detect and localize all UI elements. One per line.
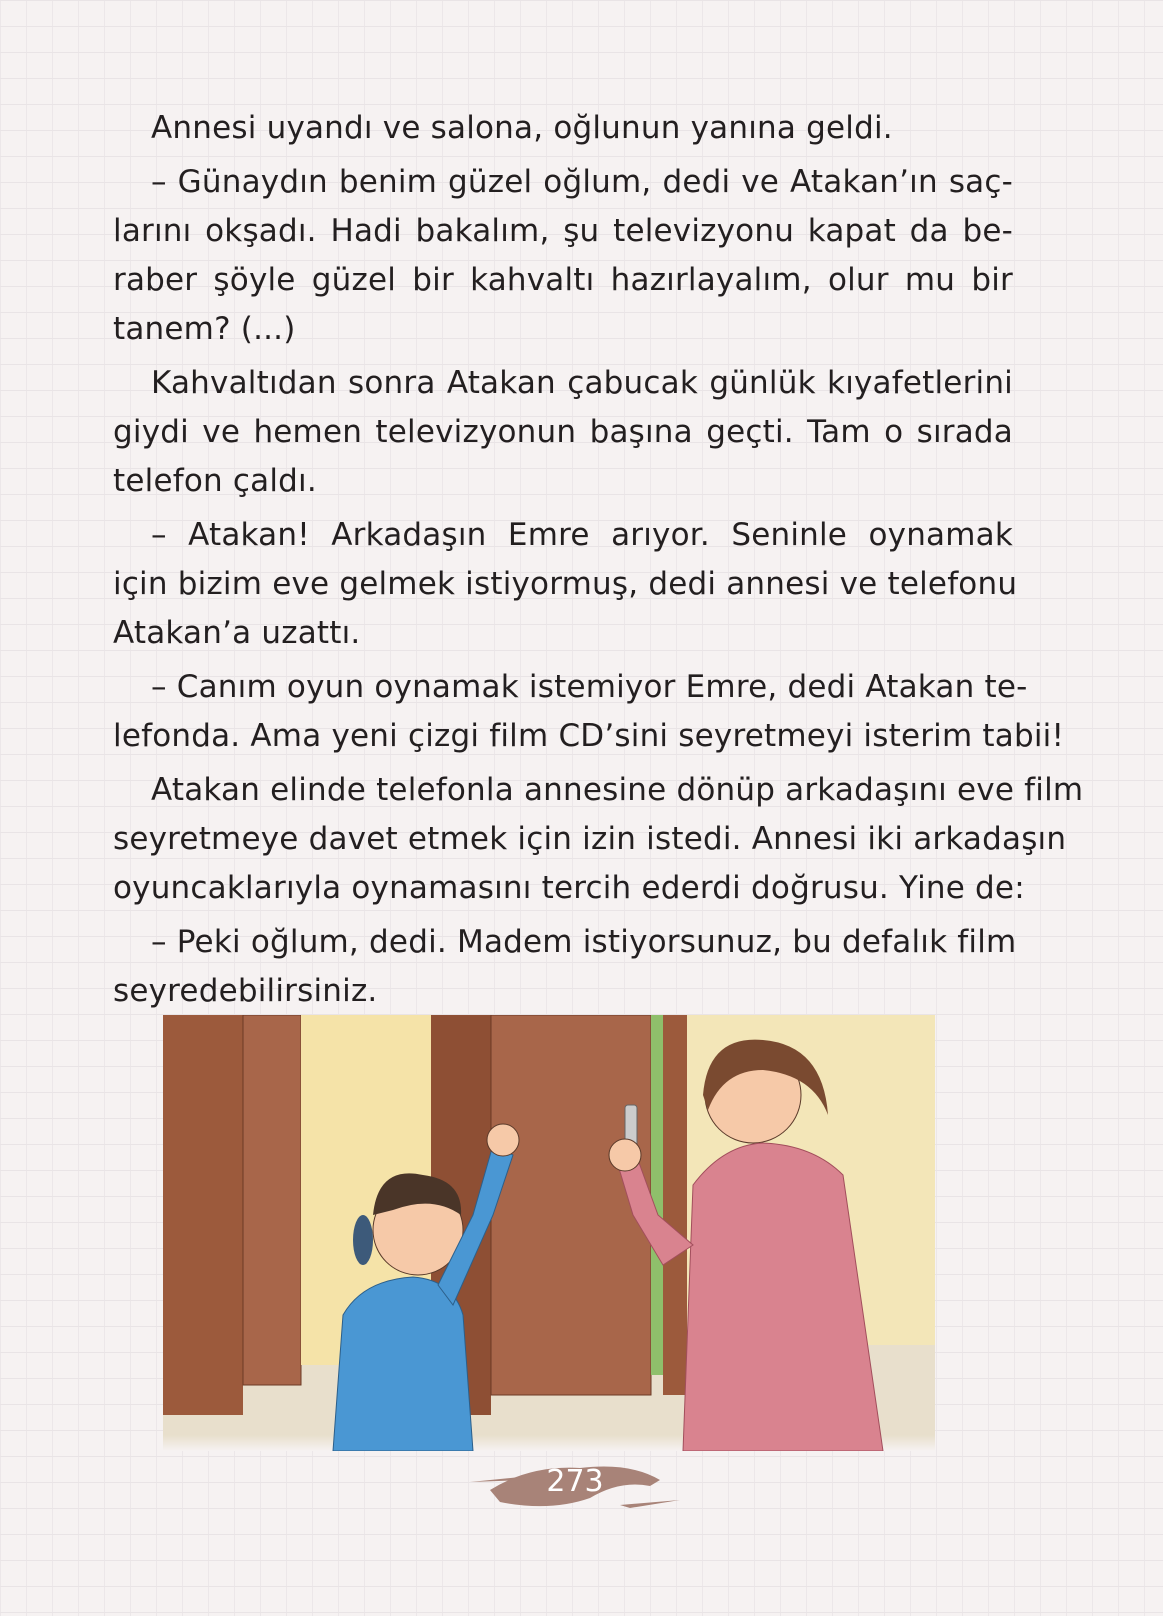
text-line: Annesi uyandı ve salona, oğlunun yanına geldi. xyxy=(151,110,893,146)
story-illustration xyxy=(163,1015,935,1451)
paragraph-7 xyxy=(113,918,1017,1016)
phone-icon xyxy=(353,1215,373,1265)
paragraph-4 xyxy=(113,511,1018,658)
paragraph-1 xyxy=(113,104,1013,153)
text-line: – Atakan! Arkadaşın Emre arıyor. Seninle oynamak xyxy=(151,517,1013,553)
text-line: Atakan’a uzattı. xyxy=(113,615,361,651)
text-line: – Canım oyun oynamak istemiyor Emre, dedi Atakan te- xyxy=(151,669,1028,705)
paragraph-3 xyxy=(113,359,1013,506)
text-line: telefon çaldı. xyxy=(113,463,317,499)
paragraph-2 xyxy=(113,158,1013,354)
text-line: tanem? (...) xyxy=(113,311,296,347)
page-number-badge xyxy=(470,1450,680,1520)
text-line: seyretmeye davet etmek için izin istedi. Annesi iki arkadaşın xyxy=(113,821,1067,857)
text-line: Kahvaltıdan sonra Atakan çabucak günlük kıyafetlerini xyxy=(151,365,1013,401)
text-line: giydi ve hemen televizyonun başına geçti. Tam o sırada xyxy=(113,414,1013,450)
page-number: 273 xyxy=(546,1464,604,1499)
text-line: – Peki oğlum, dedi. Madem istiyorsunuz, bu defalık film xyxy=(151,924,1017,960)
text-line: raber şöyle güzel bir kahvaltı hazırlayalım, olur mu bir xyxy=(113,262,1013,298)
text-line: larını okşadı. Hadi bakalım, şu televizyonu kapat da be- xyxy=(113,213,1013,249)
story-text xyxy=(113,104,1084,1021)
text-line: – Günaydın benim güzel oğlum, dedi ve Atakan’ın saç- xyxy=(151,164,1013,200)
text-line: seyredebilirsiniz. xyxy=(113,973,378,1009)
text-line: için bizim eve gelmek istiyormuş, dedi annesi ve telefonu xyxy=(113,566,1018,602)
paragraph-5 xyxy=(113,663,1065,761)
text-line: Atakan elinde telefonla annesine dönüp arkadaşını eve film xyxy=(151,772,1084,808)
left-door-icon xyxy=(163,1015,301,1415)
text-line: oyuncaklarıyla oynamasını tercih ederdi doğrusu. Yine de: xyxy=(113,870,1025,906)
paragraph-6 xyxy=(113,766,1084,913)
text-line: lefonda. Ama yeni çizgi film CD’sini seyretmeyi isterim tabii! xyxy=(113,718,1065,754)
